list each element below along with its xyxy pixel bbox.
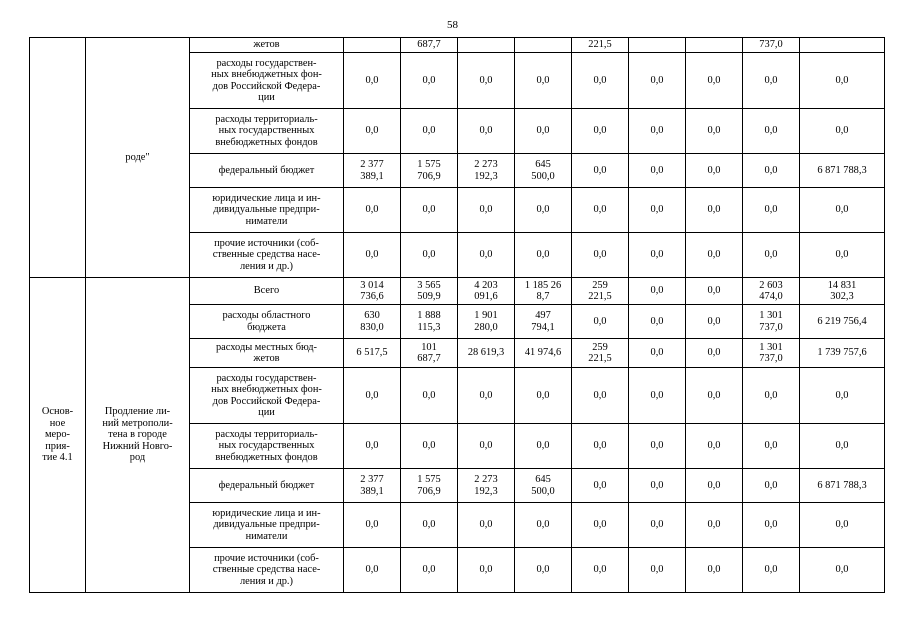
value: 0,0	[707, 564, 721, 576]
funding-source: расходы областного бюджета	[222, 310, 311, 333]
table-row	[30, 278, 885, 305]
value-cell	[515, 503, 572, 548]
funding-source-cell	[190, 278, 344, 305]
value-cell	[800, 109, 885, 154]
value: 0,0	[650, 249, 664, 261]
value-cell	[800, 424, 885, 469]
table-row	[30, 38, 885, 53]
value-cell	[686, 469, 743, 503]
value: 0,0	[650, 564, 664, 576]
value: 259 221,5	[588, 341, 612, 364]
value-cell	[401, 109, 458, 154]
value-cell	[572, 368, 629, 424]
value-cell	[686, 154, 743, 188]
value-cell	[344, 305, 401, 339]
funding-source-cell	[190, 109, 344, 154]
value: 0,0	[764, 249, 778, 261]
page-number: 58	[447, 19, 458, 31]
value: 1 739 757,6	[817, 347, 867, 359]
value: 1 575 706,9	[417, 159, 441, 182]
value-cell	[629, 305, 686, 339]
funding-source: расходы территориаль- ных государственных внебюджетных фондов	[215, 113, 318, 148]
value-cell	[401, 548, 458, 593]
value-cell	[629, 469, 686, 503]
value: 0,0	[422, 389, 436, 401]
value-cell	[344, 503, 401, 548]
value: 0,0	[593, 315, 607, 327]
value-cell	[686, 548, 743, 593]
value: 0,0	[764, 564, 778, 576]
value-cell	[800, 339, 885, 368]
value-cell	[401, 38, 458, 53]
value-cell	[743, 233, 800, 278]
value-cell	[743, 424, 800, 469]
value-cell	[515, 339, 572, 368]
funding-source: расходы государствен- ных внебюджетных фон- дов Российской Федера- ции	[211, 372, 322, 418]
funding-source-cell	[190, 424, 344, 469]
value-cell	[572, 469, 629, 503]
value: 2 273 192,3	[474, 159, 498, 182]
value: 0,0	[593, 125, 607, 137]
value-cell	[572, 109, 629, 154]
value: 0,0	[650, 285, 664, 297]
value-cell	[515, 38, 572, 53]
value-cell	[515, 424, 572, 469]
value-cell	[572, 188, 629, 233]
value-cell	[401, 469, 458, 503]
value: 14 831 302,3	[827, 279, 857, 302]
value: 0,0	[593, 74, 607, 86]
value-cell	[458, 548, 515, 593]
value-cell	[344, 368, 401, 424]
value-cell	[401, 368, 458, 424]
funding-source-cell	[190, 339, 344, 368]
value-cell	[515, 233, 572, 278]
value-cell	[743, 368, 800, 424]
value-cell	[515, 278, 572, 305]
value: 687,7	[417, 39, 441, 51]
value: 6 219 756,4	[817, 315, 867, 327]
value-cell	[458, 38, 515, 53]
value-cell	[800, 53, 885, 109]
value-cell	[401, 154, 458, 188]
funding-source: расходы государствен- ных внебюджетных фон- дов Российской Федера- ции	[211, 57, 322, 103]
value-cell	[800, 368, 885, 424]
value-cell	[572, 503, 629, 548]
value-cell	[629, 53, 686, 109]
value-cell	[458, 305, 515, 339]
value: 1 301 737,0	[759, 310, 783, 333]
value: 0,0	[593, 479, 607, 491]
value: 0,0	[479, 389, 493, 401]
funding-source: федеральный бюджет	[218, 479, 315, 491]
value-cell	[458, 503, 515, 548]
value-cell	[344, 339, 401, 368]
value-cell	[686, 278, 743, 305]
value-cell	[515, 154, 572, 188]
value: 0,0	[650, 347, 664, 359]
value: 0,0	[422, 440, 436, 452]
funding-source: расходы местных бюд- жетов	[215, 341, 318, 364]
funding-source: расходы территориаль- ных государственных внебюджетных фондов	[215, 428, 318, 463]
value-cell	[572, 233, 629, 278]
funding-source: федеральный бюджет	[218, 164, 315, 176]
value-cell	[572, 278, 629, 305]
value: 0,0	[835, 125, 849, 137]
value: 0,0	[536, 74, 550, 86]
value: 0,0	[650, 389, 664, 401]
value-cell	[800, 548, 885, 593]
measure-cell	[30, 278, 86, 593]
value-cell	[458, 368, 515, 424]
value: 0,0	[835, 249, 849, 261]
value-cell	[458, 154, 515, 188]
value-cell	[629, 503, 686, 548]
value-cell	[344, 233, 401, 278]
value-cell	[743, 503, 800, 548]
value: 0,0	[764, 479, 778, 491]
value-cell	[629, 188, 686, 233]
budget-table	[29, 37, 885, 593]
value-cell	[800, 305, 885, 339]
value: 0,0	[835, 564, 849, 576]
value: 0,0	[536, 204, 550, 216]
value-cell	[743, 305, 800, 339]
value: 1 301 737,0	[759, 341, 783, 364]
value-cell	[458, 109, 515, 154]
value: 221,5	[588, 39, 612, 51]
value: 0,0	[422, 74, 436, 86]
value: 0,0	[593, 204, 607, 216]
value-cell	[458, 339, 515, 368]
value-cell	[572, 305, 629, 339]
value: 0,0	[707, 519, 721, 531]
value: 6 871 788,3	[817, 479, 867, 491]
value-cell	[515, 469, 572, 503]
value-cell	[629, 38, 686, 53]
funding-source-cell	[190, 233, 344, 278]
value: 0,0	[479, 519, 493, 531]
value-cell	[401, 53, 458, 109]
value: 0,0	[707, 285, 721, 297]
value: 0,0	[707, 347, 721, 359]
value-cell	[743, 109, 800, 154]
value-cell	[743, 53, 800, 109]
funding-source-cell	[190, 188, 344, 233]
value: 0,0	[593, 440, 607, 452]
value-cell	[401, 233, 458, 278]
value-cell	[344, 38, 401, 53]
value-cell	[686, 188, 743, 233]
value: 0,0	[835, 389, 849, 401]
value-cell	[743, 469, 800, 503]
value: 0,0	[650, 204, 664, 216]
value: 0,0	[835, 519, 849, 531]
value-cell	[515, 368, 572, 424]
value-cell	[401, 188, 458, 233]
measure-label: Основ- ное меро- прия- тие 4.1	[41, 406, 74, 464]
value-cell	[401, 278, 458, 305]
value: 0,0	[365, 389, 379, 401]
funding-source-cell	[190, 305, 344, 339]
value: 0,0	[650, 74, 664, 86]
funding-source-cell	[190, 503, 344, 548]
value-cell	[515, 188, 572, 233]
value: 0,0	[707, 125, 721, 137]
value-cell	[629, 154, 686, 188]
value-cell	[743, 154, 800, 188]
value-cell	[629, 339, 686, 368]
value: 259 221,5	[588, 279, 612, 302]
value: 0,0	[536, 125, 550, 137]
funding-source: Всего	[253, 285, 280, 297]
value-cell	[572, 548, 629, 593]
funding-source-cell	[190, 154, 344, 188]
value-cell	[686, 53, 743, 109]
value-cell	[458, 424, 515, 469]
value: 0,0	[764, 74, 778, 86]
value: 2 377 389,1	[360, 159, 384, 182]
value: 6 871 788,3	[817, 164, 867, 176]
value: 0,0	[365, 125, 379, 137]
value: 0,0	[479, 204, 493, 216]
value: 0,0	[650, 519, 664, 531]
value: 0,0	[650, 479, 664, 491]
value-cell	[515, 548, 572, 593]
value: 0,0	[479, 564, 493, 576]
value: 0,0	[650, 440, 664, 452]
value-cell	[686, 339, 743, 368]
value-cell	[800, 503, 885, 548]
project-name-cell	[86, 278, 190, 593]
value-cell	[572, 53, 629, 109]
value: 0,0	[764, 125, 778, 137]
value-cell	[344, 154, 401, 188]
value-cell	[572, 339, 629, 368]
value: 0,0	[593, 519, 607, 531]
value-cell	[458, 233, 515, 278]
value: 28 619,3	[467, 347, 505, 359]
value: 0,0	[365, 519, 379, 531]
value: 2 603 474,0	[759, 279, 783, 302]
project-name-cell	[86, 38, 190, 278]
value: 0,0	[536, 389, 550, 401]
value: 0,0	[422, 249, 436, 261]
value: 0,0	[536, 249, 550, 261]
value-cell	[344, 424, 401, 469]
value: 0,0	[707, 249, 721, 261]
funding-source: жетов	[253, 39, 280, 51]
value: 0,0	[707, 164, 721, 176]
value: 1 575 706,9	[417, 474, 441, 497]
value-cell	[344, 53, 401, 109]
value-cell	[629, 278, 686, 305]
value: 0,0	[365, 74, 379, 86]
value-cell	[629, 424, 686, 469]
table-body	[30, 38, 885, 593]
value: 0,0	[650, 125, 664, 137]
value: 0,0	[707, 479, 721, 491]
value: 4 203 091,6	[474, 279, 498, 302]
value-cell	[629, 368, 686, 424]
value: 101 687,7	[417, 341, 441, 364]
value: 0,0	[536, 564, 550, 576]
value-cell	[686, 503, 743, 548]
value-cell	[515, 53, 572, 109]
funding-source: юридические лица и ин- дивидуальные предпри- ниматели	[212, 192, 321, 227]
value-cell	[401, 305, 458, 339]
funding-source-cell	[190, 548, 344, 593]
value: 0,0	[422, 519, 436, 531]
value: 0,0	[479, 249, 493, 261]
funding-source-cell	[190, 38, 344, 53]
value: 0,0	[764, 519, 778, 531]
value: 630 830,0	[360, 310, 384, 333]
value-cell	[800, 188, 885, 233]
value-cell	[800, 38, 885, 53]
value: 0,0	[593, 249, 607, 261]
value-cell	[800, 233, 885, 278]
funding-source: прочие источники (соб- ственные средства насе- ления и др.)	[212, 237, 321, 272]
value-cell	[686, 233, 743, 278]
value: 0,0	[536, 519, 550, 531]
value-cell	[344, 188, 401, 233]
value: 0,0	[365, 204, 379, 216]
value-cell	[458, 278, 515, 305]
value: 645 500,0	[531, 474, 555, 497]
value: 0,0	[764, 389, 778, 401]
value-cell	[344, 278, 401, 305]
value-cell	[686, 368, 743, 424]
funding-source-cell	[190, 53, 344, 109]
value: 0,0	[365, 440, 379, 452]
value: 0,0	[365, 249, 379, 261]
value-cell	[800, 154, 885, 188]
value: 0,0	[707, 74, 721, 86]
value-cell	[743, 278, 800, 305]
value: 0,0	[835, 74, 849, 86]
value: 497 794,1	[531, 310, 555, 333]
value-cell	[515, 305, 572, 339]
value: 737,0	[759, 39, 783, 51]
project-name: роде"	[125, 151, 150, 163]
value-cell	[743, 188, 800, 233]
value: 6 517,5	[356, 347, 388, 359]
value-cell	[344, 469, 401, 503]
value: 0,0	[422, 125, 436, 137]
funding-source: прочие источники (соб- ственные средства насе- ления и др.)	[212, 552, 321, 587]
value-cell	[458, 469, 515, 503]
value: 3 565 509,9	[417, 279, 441, 302]
value: 1 185 26 8,7	[524, 279, 562, 302]
value-cell	[572, 154, 629, 188]
value-cell	[629, 109, 686, 154]
value: 0,0	[707, 440, 721, 452]
value: 0,0	[650, 315, 664, 327]
value-cell	[515, 109, 572, 154]
value-cell	[743, 339, 800, 368]
value-cell	[800, 278, 885, 305]
value: 0,0	[764, 440, 778, 452]
value-cell	[686, 38, 743, 53]
value-cell	[401, 503, 458, 548]
value: 0,0	[707, 389, 721, 401]
value-cell	[458, 188, 515, 233]
value-cell	[344, 548, 401, 593]
project-name: Продление ли- ний метрополи- тена в городе Нижний Новго- род	[102, 406, 173, 464]
value-cell	[800, 469, 885, 503]
value: 2 273 192,3	[474, 474, 498, 497]
value: 0,0	[707, 204, 721, 216]
value: 0,0	[479, 440, 493, 452]
value: 0,0	[764, 164, 778, 176]
value: 0,0	[593, 389, 607, 401]
value: 3 014 736,6	[360, 279, 384, 302]
value: 0,0	[422, 564, 436, 576]
value: 1 901 280,0	[474, 310, 498, 333]
value: 0,0	[835, 440, 849, 452]
value-cell	[743, 548, 800, 593]
value-cell	[686, 305, 743, 339]
value: 0,0	[536, 440, 550, 452]
value-cell	[686, 424, 743, 469]
value: 0,0	[707, 315, 721, 327]
value: 0,0	[835, 204, 849, 216]
value-cell	[401, 424, 458, 469]
value: 0,0	[479, 125, 493, 137]
value-cell	[572, 424, 629, 469]
value-cell	[401, 339, 458, 368]
value: 41 974,6	[524, 347, 562, 359]
value: 0,0	[479, 74, 493, 86]
value: 0,0	[650, 164, 664, 176]
value: 0,0	[422, 204, 436, 216]
value-cell	[629, 548, 686, 593]
value-cell	[458, 53, 515, 109]
value-cell	[686, 109, 743, 154]
value: 0,0	[764, 204, 778, 216]
measure-cell	[30, 38, 86, 278]
value: 0,0	[593, 564, 607, 576]
value-cell	[572, 38, 629, 53]
value: 645 500,0	[531, 159, 555, 182]
value-cell	[629, 233, 686, 278]
value-cell	[344, 109, 401, 154]
value: 1 888 115,3	[417, 310, 441, 333]
value-cell	[743, 38, 800, 53]
value: 2 377 389,1	[360, 474, 384, 497]
funding-source-cell	[190, 368, 344, 424]
value: 0,0	[365, 564, 379, 576]
value: 0,0	[593, 164, 607, 176]
funding-source-cell	[190, 469, 344, 503]
funding-source: юридические лица и ин- дивидуальные предпри- ниматели	[212, 507, 321, 542]
